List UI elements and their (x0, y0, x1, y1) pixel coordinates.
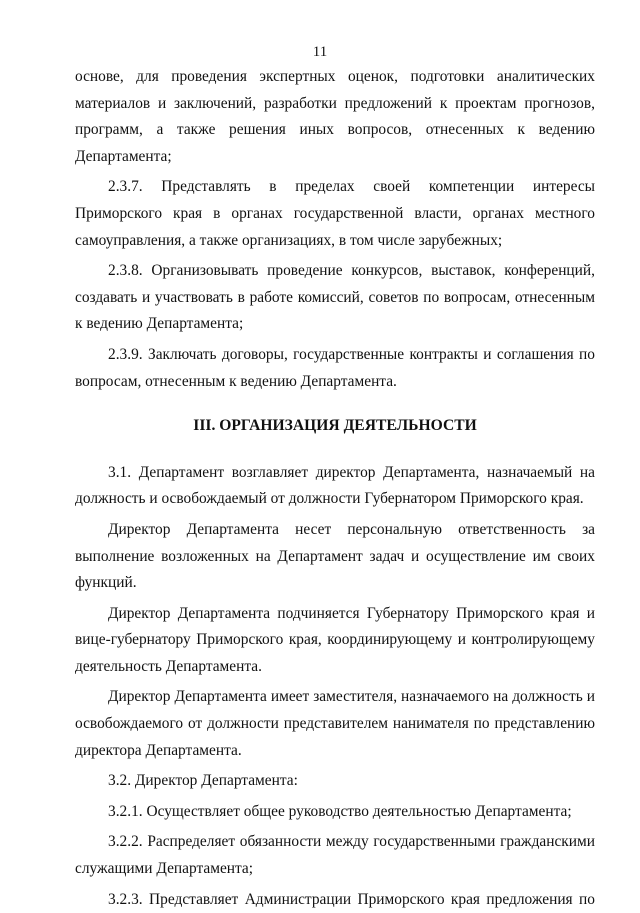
paragraph-3-1: 3.1. Департамент возглавляет директор Департамента, назначаемый на должность и освобождаемый от должности Губернатором Приморского края. (75, 463, 595, 508)
paragraph-director-responsibility: Директор Департамента несет персональную ответственность за выполнение возложенных на Департамент задач и осуществление им своих функций. (75, 520, 595, 592)
paragraph-continuation: основе, для проведения экспертных оценок, подготовки аналитических материалов и заключений, разработки предложений к проектам прогнозов, программ, а также решения иных вопросов, отнесенных к ведению Департамента; (75, 68, 595, 165)
paragraph-3-2-2: 3.2.2. Распределяет обязанности между государственными гражданскими служащими Департамента; (75, 833, 595, 878)
paragraph-3-2-1: 3.2.1. Осуществляет общее руководство деятельностью Департамента; (108, 802, 572, 820)
section-heading: III. ОРГАНИЗАЦИЯ ДЕЯТЕЛЬНОСТИ (193, 417, 477, 435)
paragraph-deputy-director: Директор Департамента имеет заместителя, назначаемого на должность и освобождаемого от должности представителем нанимателя по представлению директора Департамента. (75, 688, 595, 759)
paragraph-director-subordination: Директор Департамента подчиняется Губернатору Приморского края и вице-губернатору Приморского края, координирующему и контролирующему деятельность Департамента. (75, 604, 595, 675)
paragraph-3-2-3: 3.2.3. Представляет Администрации Приморского края предложения по (108, 890, 595, 908)
paragraph-2-3-8: 2.3.8. Организовывать проведение конкурсов, выставок, конференций, создавать и участвовать в работе комиссий, советов по вопросам, отнесенным к ведению Департамента; (75, 262, 595, 333)
paragraph-2-3-7: 2.3.7. Представлять в пределах своей компетенции интересы Приморского края в органах государственной власти, органах местного самоуправления, а также организациях, в том числе зарубежных; (75, 178, 595, 249)
document-body (75, 64, 595, 913)
paragraph-3-2: 3.2. Директор Департамента: (108, 772, 298, 790)
page-number: 11 (312, 44, 328, 60)
paragraph-2-3-9: 2.3.9. Заключать договоры, государственные контракты и соглашения по вопросам, отнесенным к ведению Департамента. (75, 345, 595, 390)
